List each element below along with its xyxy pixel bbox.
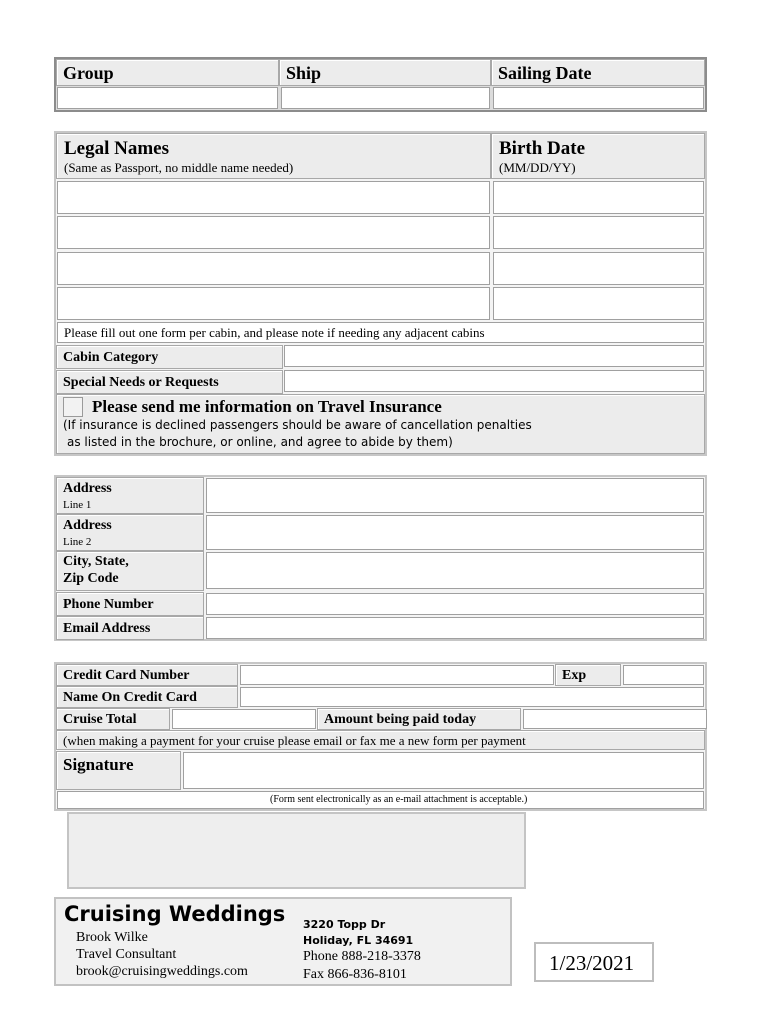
cruise-total-label: Cruise Total xyxy=(63,712,137,727)
agent-name: Brook Wilke xyxy=(76,930,148,945)
email-label: Email Address xyxy=(63,621,151,636)
amount-today-label-cell xyxy=(317,708,521,730)
phone-label: Phone Number xyxy=(63,597,154,612)
passenger-birth-field-1[interactable] xyxy=(493,181,704,214)
form-note: (Form sent electronically as an e-mail attachment is acceptable.) xyxy=(270,794,528,805)
cabin-category-label-cell xyxy=(56,345,283,369)
passenger-name-field-3[interactable] xyxy=(57,252,490,285)
special-needs-field[interactable] xyxy=(284,370,704,392)
cabin-note-row xyxy=(57,322,704,343)
sailing-date-label: Sailing Date xyxy=(498,63,592,83)
signature-field[interactable] xyxy=(183,752,704,789)
cabin-note: Please fill out one form per cabin, and please note if needing any adjacent cabins xyxy=(64,325,485,340)
agent-fax: Fax 866-836-8101 xyxy=(303,967,407,982)
card-number-label-cell xyxy=(56,664,238,686)
ship-field[interactable] xyxy=(281,87,490,109)
payment-note: (when making a payment for your cruise please email or fax me a new form per payment xyxy=(63,733,526,748)
payment-note-row xyxy=(56,730,705,750)
exp-field[interactable] xyxy=(623,665,704,685)
agent-city: Holiday, FL 34691 xyxy=(303,934,414,947)
agent-card xyxy=(54,897,512,986)
agent-street: 3220 Topp Dr xyxy=(303,918,386,931)
signature-label-cell xyxy=(56,751,181,790)
city-state-zip-field[interactable] xyxy=(206,552,704,589)
group-label: Group xyxy=(63,63,114,83)
address2-label: Address xyxy=(63,518,112,533)
passenger-birth-field-2[interactable] xyxy=(493,216,704,249)
sailing-date-field[interactable] xyxy=(493,87,704,109)
address2-label-cell xyxy=(56,514,204,551)
group-field[interactable] xyxy=(57,87,278,109)
company-name: Cruising Weddings xyxy=(64,902,286,926)
agent-title: Travel Consultant xyxy=(76,947,177,962)
insurance-note-1: (If insurance is declined passengers should be aware of cancellation penalties xyxy=(63,418,532,432)
city-label-line1: City, State, xyxy=(63,554,129,569)
legal-names-note: (Same as Passport, no middle name needed) xyxy=(64,160,294,175)
special-needs-label-cell xyxy=(56,370,283,394)
cabin-category-field[interactable] xyxy=(284,345,704,367)
passenger-name-field-4[interactable] xyxy=(57,287,490,320)
notes-box xyxy=(67,812,526,889)
email-label-cell xyxy=(56,616,204,640)
name-on-card-label-cell xyxy=(56,686,238,708)
insurance-checkbox[interactable] xyxy=(63,397,83,417)
birth-date-header xyxy=(491,133,705,179)
card-number-label: Credit Card Number xyxy=(63,668,190,683)
date-stamp-box xyxy=(534,942,654,982)
cruise-total-field[interactable] xyxy=(172,709,316,729)
form-note-row xyxy=(57,791,704,809)
name-on-card-label: Name On Credit Card xyxy=(63,690,197,705)
birth-date-format: (MM/DD/YY) xyxy=(499,160,576,175)
insurance-note-2: as listed in the brochure, or online, and agree to abide by them) xyxy=(67,435,453,449)
passenger-birth-field-3[interactable] xyxy=(493,252,704,285)
cruise-total-label-cell xyxy=(56,708,170,730)
name-on-card-field[interactable] xyxy=(240,687,704,707)
city-label-cell xyxy=(56,551,204,591)
ship-header xyxy=(279,59,491,86)
insurance-row xyxy=(56,394,705,454)
legal-names-header xyxy=(56,133,491,179)
passenger-name-field-2[interactable] xyxy=(57,216,490,249)
exp-label: Exp xyxy=(562,668,587,683)
passenger-name-field-1[interactable] xyxy=(57,181,490,214)
birth-date-label: Birth Date xyxy=(499,138,586,159)
agent-email: brook@cruisingweddings.com xyxy=(76,964,248,979)
address1-label: Address xyxy=(63,481,112,496)
amount-today-field[interactable] xyxy=(523,709,707,729)
signature-label: Signature xyxy=(63,755,134,774)
phone-label-cell xyxy=(56,592,204,616)
group-header xyxy=(56,59,279,86)
phone-field[interactable] xyxy=(206,593,704,615)
address1-label-cell xyxy=(56,477,204,514)
insurance-label: Please send me information on Travel Insurance xyxy=(92,397,442,416)
sailing-date-header xyxy=(491,59,705,86)
exp-label-cell xyxy=(555,664,621,686)
address1-sub: Line 1 xyxy=(63,499,92,511)
address2-sub: Line 2 xyxy=(63,536,92,548)
agent-phone: Phone 888-218-3378 xyxy=(303,949,421,964)
amount-today-label: Amount being paid today xyxy=(324,712,477,727)
cabin-category-label: Cabin Category xyxy=(63,350,159,365)
address1-field[interactable] xyxy=(206,478,704,513)
legal-names-label: Legal Names xyxy=(64,138,170,159)
date-stamp: 1/23/2021 xyxy=(549,951,635,975)
city-label-line2: Zip Code xyxy=(63,571,119,586)
address2-field[interactable] xyxy=(206,515,704,550)
card-number-field[interactable] xyxy=(240,665,554,685)
passenger-birth-field-4[interactable] xyxy=(493,287,704,320)
email-field[interactable] xyxy=(206,617,704,639)
ship-label: Ship xyxy=(286,63,322,83)
special-needs-label: Special Needs or Requests xyxy=(63,375,219,390)
